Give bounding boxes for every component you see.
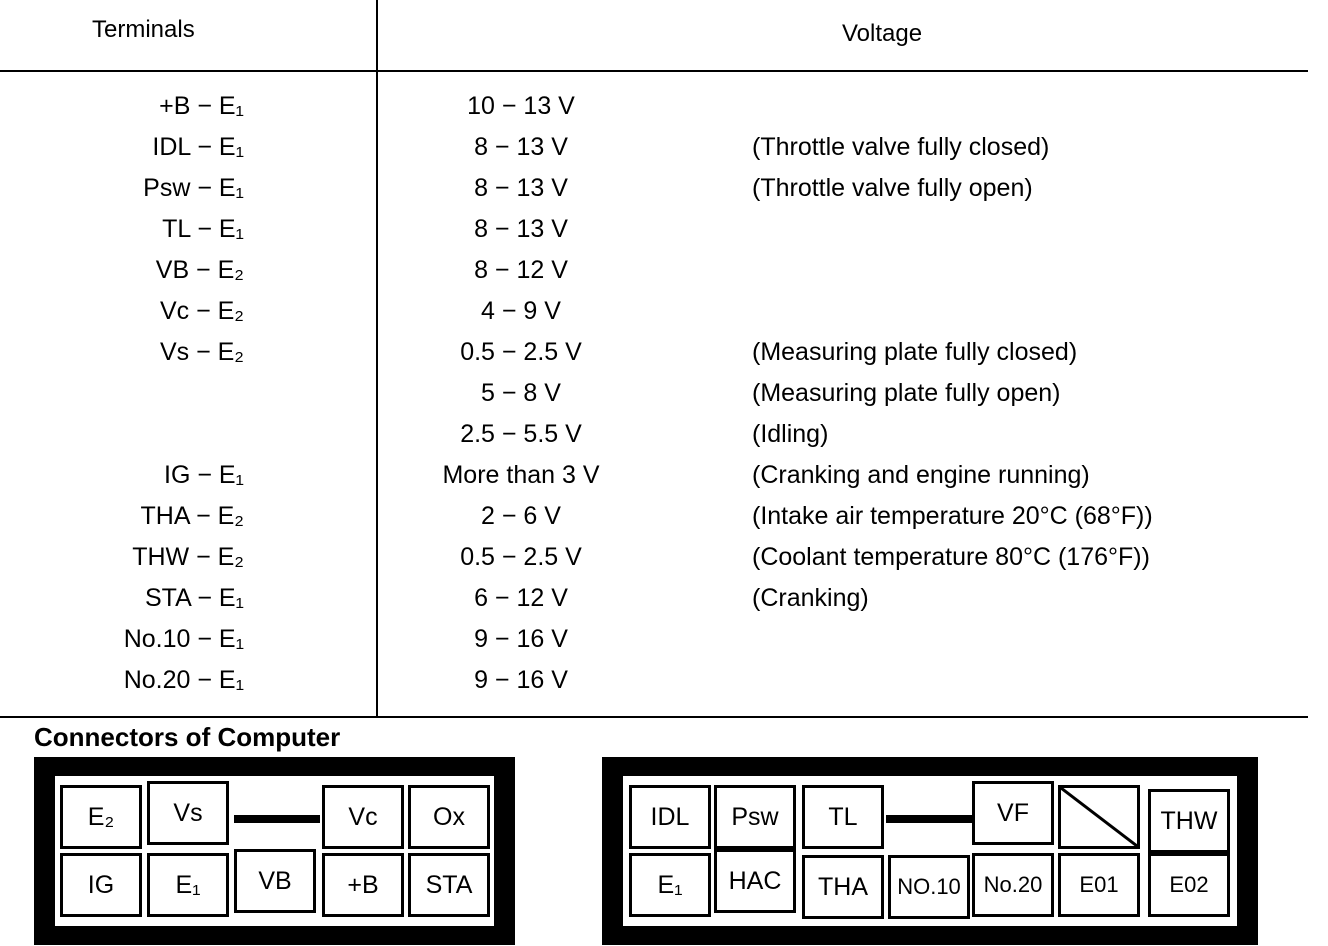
voltage-cell: 9 − 16 V — [474, 666, 568, 694]
condition-cell: (Throttle valve fully closed) — [752, 133, 1050, 161]
voltage-cell: 0.5 − 2.5 V — [460, 338, 582, 366]
terminal-cell: TL − E₁ — [162, 215, 244, 243]
terminal-cell: VB − E₂ — [155, 256, 244, 284]
connector-pin: E₂ — [60, 785, 142, 849]
connector-key-bar — [234, 815, 320, 823]
connector-pin: E₁ — [147, 853, 229, 917]
table-row — [0, 666, 1328, 706]
table-row — [0, 543, 1328, 583]
connectors-title: Connectors of Computer — [34, 722, 341, 752]
connector-pin: Psw — [714, 785, 796, 849]
voltage-cell: 10 − 13 V — [467, 92, 575, 120]
connector-pin: VB — [234, 849, 316, 913]
header-rule — [0, 70, 1308, 72]
table-row — [0, 502, 1328, 542]
table-row — [0, 133, 1328, 173]
terminal-cell: +B − E₁ — [159, 92, 244, 120]
terminal-cell: THW − E₂ — [132, 543, 244, 571]
diagonal-slash-icon — [1061, 788, 1137, 846]
terminal-cell: Psw − E₁ — [143, 174, 244, 202]
connector-pin: TL — [802, 785, 884, 849]
condition-cell: (Cranking) — [752, 584, 869, 612]
condition-cell: (Measuring plate fully closed) — [752, 338, 1078, 366]
condition-cell: (Throttle valve fully open) — [752, 174, 1033, 202]
voltage-cell: 4 − 9 V — [481, 297, 561, 325]
voltage-cell: 2.5 − 5.5 V — [460, 420, 582, 448]
connector-pin: E02 — [1148, 853, 1230, 917]
connector-pin: NO.10 — [888, 855, 970, 919]
table-row — [0, 215, 1328, 255]
connector-pin: E₁ — [629, 853, 711, 917]
terminal-cell: No.20 − E₁ — [123, 666, 244, 694]
connector-pin: +B — [322, 853, 404, 917]
connector-pin: Vs — [147, 781, 229, 845]
voltage-cell: 5 − 8 V — [481, 379, 561, 407]
table-row — [0, 338, 1328, 378]
terminal-cell: IDL − E₁ — [152, 133, 244, 161]
terminal-cell: IG − E₁ — [164, 461, 244, 489]
connector-pin: Vc — [322, 785, 404, 849]
voltage-cell: 8 − 13 V — [474, 133, 568, 161]
terminal-cell: Vc − E₂ — [159, 297, 244, 325]
right-connector — [602, 757, 1258, 945]
connector-pin: Ox — [408, 785, 490, 849]
table-row — [0, 297, 1328, 337]
connector-pin: VF — [972, 781, 1054, 845]
connector-pin: THA — [802, 855, 884, 919]
connector-key-bar — [886, 815, 976, 823]
voltage-cell: 8 − 12 V — [474, 256, 568, 284]
table-row — [0, 584, 1328, 624]
connector-pin: STA — [408, 853, 490, 917]
condition-cell: (Idling) — [752, 420, 829, 448]
table-row — [0, 420, 1328, 460]
voltage-cell: More than 3 V — [442, 461, 600, 489]
voltage-cell: 2 − 6 V — [481, 502, 561, 530]
voltage-cell: 8 − 13 V — [474, 215, 568, 243]
voltage-cell: 8 − 13 V — [474, 174, 568, 202]
condition-cell: (Cranking and engine running) — [752, 461, 1090, 489]
connector-pin: IDL — [629, 785, 711, 849]
table-row — [0, 256, 1328, 296]
connector-pin: THW — [1148, 789, 1230, 853]
table-row — [0, 461, 1328, 501]
connector-pin: E01 — [1058, 853, 1140, 917]
condition-cell: (Coolant temperature 80°C (176°F)) — [752, 543, 1150, 571]
table-bottom-rule — [0, 716, 1308, 718]
header-terminals: Terminals — [92, 16, 195, 43]
voltage-cell: 0.5 − 2.5 V — [460, 543, 582, 571]
voltage-cell: 9 − 16 V — [474, 625, 568, 653]
table-row — [0, 625, 1328, 665]
table-row — [0, 379, 1328, 419]
connector-pin: No.20 — [972, 853, 1054, 917]
table-row — [0, 174, 1328, 214]
terminal-cell: No.10 − E₁ — [123, 625, 244, 653]
connector-pin: HAC — [714, 849, 796, 913]
terminal-cell: THA − E₂ — [140, 502, 244, 530]
connector-pin: IG — [60, 853, 142, 917]
voltage-cell: 6 − 12 V — [474, 584, 568, 612]
terminal-cell: STA − E₁ — [145, 584, 244, 612]
condition-cell: (Measuring plate fully open) — [752, 379, 1061, 407]
terminal-cell: Vs − E₂ — [159, 338, 244, 366]
header-voltage: Voltage — [842, 20, 923, 47]
connector-pin-blank — [1058, 785, 1140, 849]
left-connector — [34, 757, 515, 945]
table-row — [0, 92, 1328, 132]
condition-cell: (Intake air temperature 20°C (68°F)) — [752, 502, 1153, 530]
